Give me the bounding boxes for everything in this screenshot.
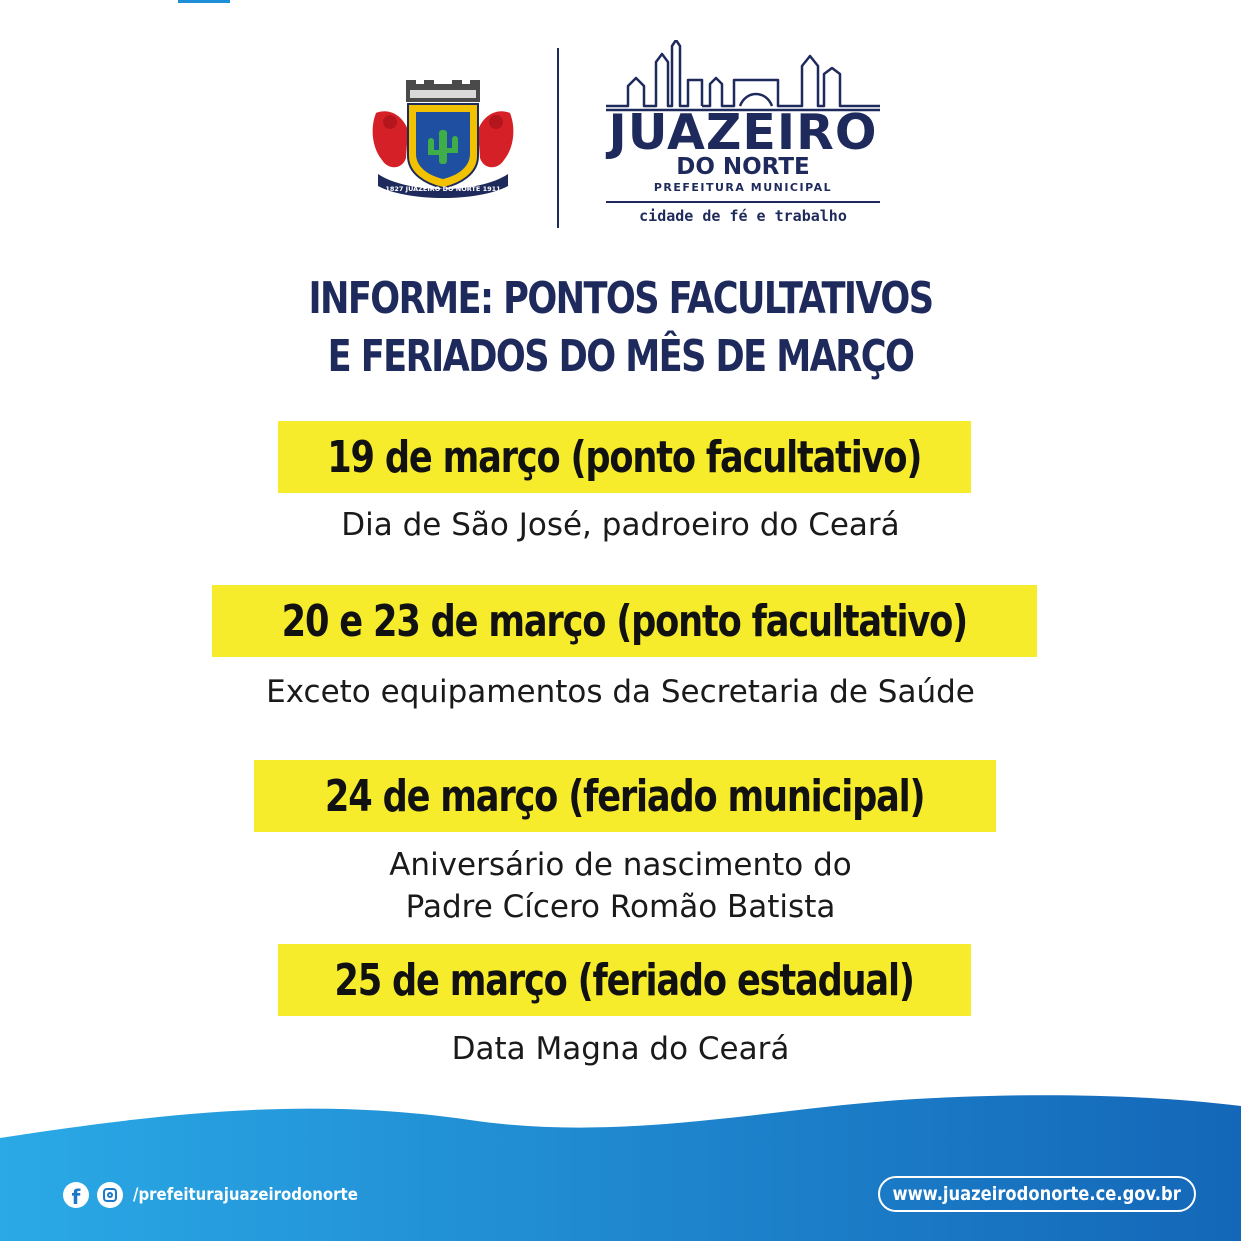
date-description: Padre Cícero Romão Batista xyxy=(405,889,836,925)
website-link[interactable] xyxy=(878,1176,1196,1212)
header-divider xyxy=(557,48,559,228)
date-label: 25 de março (feriado estadual) xyxy=(334,954,915,1006)
date-description: Dia de São José, padroeiro do Ceará xyxy=(341,507,900,543)
date-label: 19 de março (ponto facultativo) xyxy=(327,431,922,483)
brand-slogan: cidade de fé e trabalho xyxy=(639,207,847,225)
brand-subname: DO NORTE xyxy=(676,154,810,180)
page-title-line-2: E FERIADOS DO MÊS DE MARÇO xyxy=(327,331,914,382)
brand-name: JUAZEIRO xyxy=(608,104,878,161)
social-handle[interactable]: /prefeiturajuazeirodonorte xyxy=(133,1185,358,1205)
date-description: Exceto equipamentos da Secretaria de Saúde xyxy=(266,674,975,710)
date-label: 24 de março (feriado municipal) xyxy=(325,770,925,822)
social-links xyxy=(63,1182,389,1208)
date-highlight-24 xyxy=(254,760,996,832)
footer-wave xyxy=(0,1080,1241,1241)
date-description: Data Magna do Ceará xyxy=(451,1031,790,1067)
date-label: 20 e 23 de março (ponto facultativo) xyxy=(281,595,968,647)
instagram-icon[interactable] xyxy=(97,1182,123,1208)
crest-ribbon-text: 1827 JUAZEIRO DO NORTE 1911 xyxy=(385,185,501,193)
date-highlight-19 xyxy=(278,421,971,493)
city-skyline-logo xyxy=(606,40,880,112)
date-description: Aniversário de nascimento do xyxy=(389,847,852,883)
brand-prefecture: PREFEITURA MUNICIPAL xyxy=(653,181,833,194)
brand-underline xyxy=(606,201,880,203)
municipal-crest-logo xyxy=(368,78,518,198)
date-highlight-25 xyxy=(278,944,971,1016)
page-title-line-1: INFORME: PONTOS FACULTATIVOS xyxy=(308,273,933,324)
date-highlight-20-23 xyxy=(212,585,1037,657)
website-text: www.juazeirodonorte.ce.gov.br xyxy=(892,1183,1182,1205)
top-accent-bar xyxy=(178,0,230,3)
facebook-icon[interactable]: f xyxy=(63,1182,89,1208)
